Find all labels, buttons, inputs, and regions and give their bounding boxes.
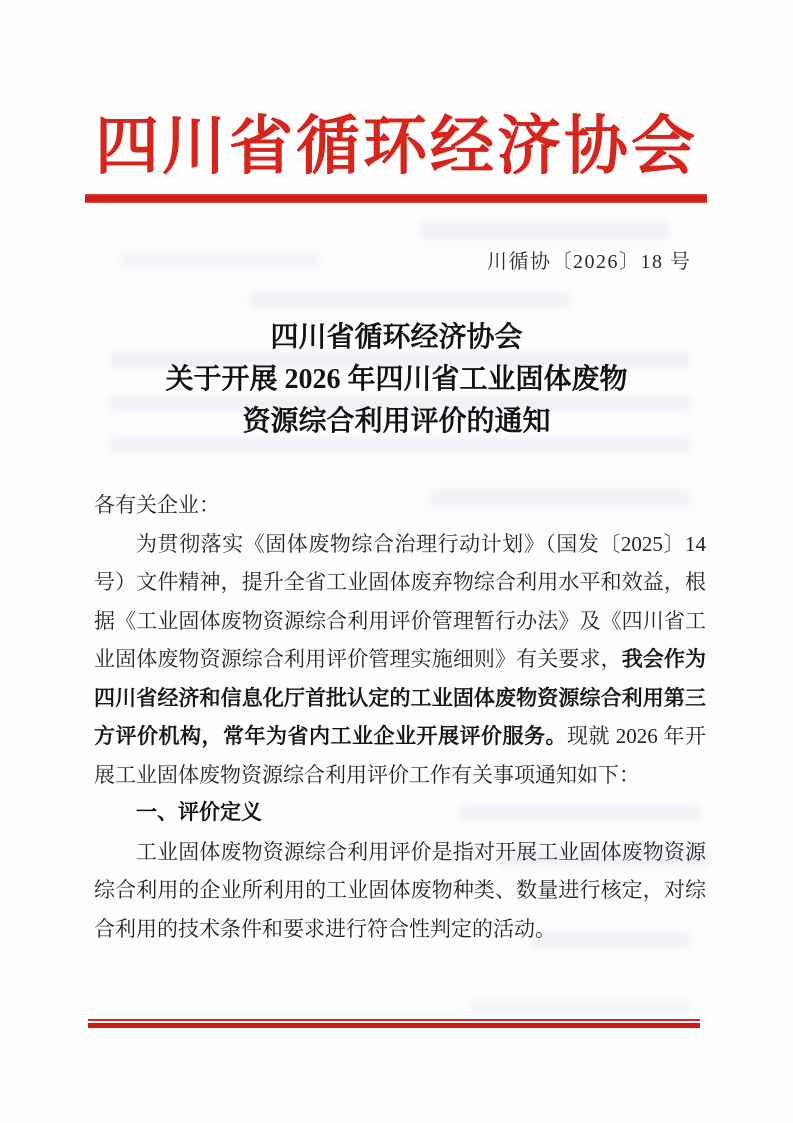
document-title-line-2: 关于开展 2026 年四川省工业固体废物 <box>165 364 628 395</box>
bleed-through-artifact <box>470 1000 690 1016</box>
section-1-paragraph: 工业固体废物资源综合利用评价是指对开展工业固体废物资源综合利用的企业所利用的工业固体废物种类、数量进行核定，对综合利用的技术条件和要求进行符合性判定的活动。 <box>94 839 706 941</box>
paragraph-1-emphasis: 我会作为四川省经济和信息化厅首批认定的工业固体废物资源综合利用第三方评价机构，常年为省内工业企业开展评价服务。 <box>94 647 707 748</box>
bleed-through-artifact <box>420 222 670 238</box>
bleed-through-artifact <box>120 252 320 268</box>
paragraph-1-tail: 现就 2026 年开展工业固体废物资源综合利用评价工作有关事项通知如下： <box>94 724 706 787</box>
footer-rule <box>88 1019 700 1028</box>
document-title <box>0 317 793 443</box>
document-body <box>94 486 706 948</box>
salutation: 各有关企业： <box>94 493 220 517</box>
document-title-line-1: 四川省循环经济协会 <box>270 322 523 353</box>
letterhead-org-name: 四川省循环经济协会 <box>95 111 698 182</box>
letterhead-divider-rule <box>85 194 707 203</box>
section-1-heading: 一、评价定义 <box>136 801 262 824</box>
document-number: 川循协〔2026〕18 号 <box>487 251 692 273</box>
paragraph-1 <box>94 525 706 795</box>
paragraph-1-lead: 为贯彻落实《固体废物综合治理行动计划》（国发〔2025〕14 号）文件精神，提升全省工业固体废弃物综合利用水平和效益，根据《工业固体废物资源综合利用评价管理暂行办法》及《四川省工业固体废物资源综合利用评价管理实施细则》有关要求， <box>94 531 706 671</box>
document-title-line-3: 资源综合利用评价的通知 <box>242 406 551 437</box>
bleed-through-artifact <box>250 292 570 308</box>
